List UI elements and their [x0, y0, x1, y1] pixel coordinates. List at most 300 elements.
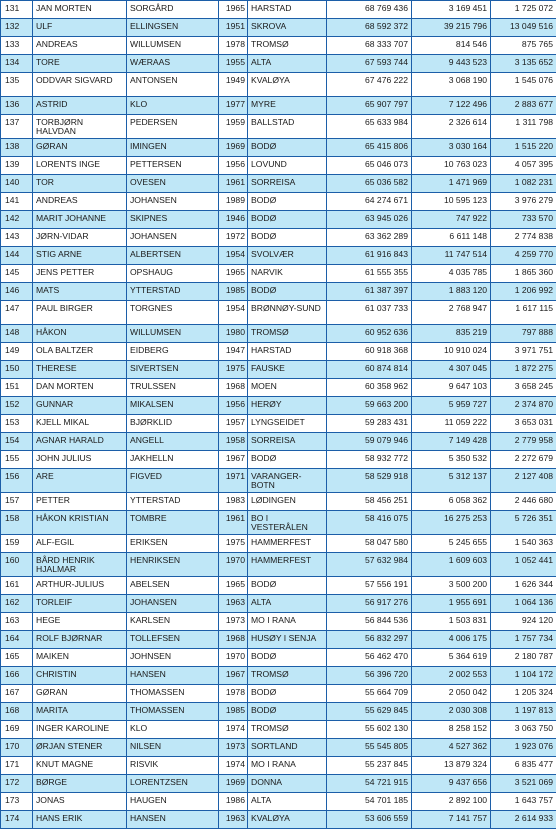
last-name-cell: KLO [127, 721, 219, 739]
first-name-cell: HÅKON [33, 325, 127, 343]
place-cell: BODØ [248, 577, 327, 595]
table-row [1, 721, 556, 739]
tax-cell: 2 374 870 [491, 397, 556, 415]
place-cell: BODØ [248, 229, 327, 247]
first-name-cell: GØRAN [33, 685, 127, 703]
wealth-cell: 60 874 814 [327, 361, 412, 379]
rank-cell: 171 [1, 757, 33, 775]
table-row [1, 19, 556, 37]
income-cell: 814 546 [412, 37, 491, 55]
place-cell: DONNA [248, 775, 327, 793]
table-row [1, 1, 556, 19]
last-name-cell: OVESEN [127, 175, 219, 193]
tax-cell: 1 052 441 [491, 553, 556, 577]
tax-cell: 1 872 275 [491, 361, 556, 379]
place-cell: HUSØY I SENJA [248, 631, 327, 649]
wealth-cell: 55 664 709 [327, 685, 412, 703]
first-name-cell: HÅKON KRISTIAN [33, 511, 127, 535]
birth-year-cell: 1974 [219, 757, 248, 775]
tax-cell: 1 545 076 [491, 73, 556, 97]
table-row [1, 325, 556, 343]
wealth-cell: 63 945 026 [327, 211, 412, 229]
wealth-cell: 56 844 536 [327, 613, 412, 631]
place-cell: FAUSKE [248, 361, 327, 379]
last-name-cell: EIDBERG [127, 343, 219, 361]
last-name-cell: KLO [127, 97, 219, 115]
place-cell: VARANGER-BOTN [248, 469, 327, 493]
last-name-cell: JOHANSEN [127, 193, 219, 211]
last-name-cell: TOMBRE [127, 511, 219, 535]
tax-cell: 1 865 360 [491, 265, 556, 283]
wealth-cell: 58 416 075 [327, 511, 412, 535]
tax-cell: 1 643 757 [491, 793, 556, 811]
birth-year-cell: 1970 [219, 553, 248, 577]
income-cell: 2 892 100 [412, 793, 491, 811]
wealth-cell: 68 592 372 [327, 19, 412, 37]
birth-year-cell: 1957 [219, 415, 248, 433]
income-cell: 10 763 023 [412, 157, 491, 175]
income-cell: 7 149 428 [412, 433, 491, 451]
first-name-cell: LORENTS INGE [33, 157, 127, 175]
rank-cell: 140 [1, 175, 33, 193]
last-name-cell: HANSEN [127, 667, 219, 685]
wealth-cell: 65 036 582 [327, 175, 412, 193]
birth-year-cell: 1973 [219, 613, 248, 631]
last-name-cell: TORGNES [127, 301, 219, 325]
first-name-cell: ANDREAS [33, 193, 127, 211]
wealth-cell: 55 629 845 [327, 703, 412, 721]
last-name-cell: JOHANSEN [127, 595, 219, 613]
birth-year-cell: 1965 [219, 1, 248, 19]
place-cell: BRØNNØY-SUND [248, 301, 327, 325]
first-name-cell: JOHN JULIUS [33, 451, 127, 469]
tax-cell: 3 976 279 [491, 193, 556, 211]
first-name-cell: MAIKEN [33, 649, 127, 667]
rank-cell: 134 [1, 55, 33, 73]
tax-cell: 4 259 770 [491, 247, 556, 265]
birth-year-cell: 1969 [219, 139, 248, 157]
table-row [1, 37, 556, 55]
table-row [1, 379, 556, 397]
first-name-cell: ROLF BJØRNAR [33, 631, 127, 649]
first-name-cell: ASTRID [33, 97, 127, 115]
tax-cell: 797 888 [491, 325, 556, 343]
rank-cell: 147 [1, 301, 33, 325]
rank-cell: 145 [1, 265, 33, 283]
rank-cell: 160 [1, 553, 33, 577]
birth-year-cell: 1954 [219, 247, 248, 265]
tax-cell: 6 835 477 [491, 757, 556, 775]
place-cell: TROMSØ [248, 37, 327, 55]
wealth-cell: 64 274 671 [327, 193, 412, 211]
income-cell: 1 471 969 [412, 175, 491, 193]
wealth-cell: 57 632 984 [327, 553, 412, 577]
first-name-cell: MARITA [33, 703, 127, 721]
income-cell: 11 747 514 [412, 247, 491, 265]
first-name-cell: ARE [33, 469, 127, 493]
tax-cell: 2 180 787 [491, 649, 556, 667]
last-name-cell: SKIPNES [127, 211, 219, 229]
rank-cell: 143 [1, 229, 33, 247]
table-row [1, 247, 556, 265]
birth-year-cell: 1978 [219, 685, 248, 703]
place-cell: HAMMERFEST [248, 535, 327, 553]
first-name-cell: DAN MORTEN [33, 379, 127, 397]
first-name-cell: KNUT MAGNE [33, 757, 127, 775]
table-row [1, 55, 556, 73]
place-cell: LOVUND [248, 157, 327, 175]
income-cell: 2 768 947 [412, 301, 491, 325]
birth-year-cell: 1986 [219, 793, 248, 811]
last-name-cell: LORENTZSEN [127, 775, 219, 793]
birth-year-cell: 1968 [219, 631, 248, 649]
birth-year-cell: 1974 [219, 721, 248, 739]
first-name-cell: ULF [33, 19, 127, 37]
table-row [1, 757, 556, 775]
first-name-cell: BØRGE [33, 775, 127, 793]
rank-cell: 173 [1, 793, 33, 811]
income-cell: 39 215 796 [412, 19, 491, 37]
table-row [1, 415, 556, 433]
first-name-cell: TORE [33, 55, 127, 73]
income-cell: 9 647 103 [412, 379, 491, 397]
income-cell: 7 141 757 [412, 811, 491, 829]
table-row [1, 667, 556, 685]
wealth-cell: 65 907 797 [327, 97, 412, 115]
birth-year-cell: 1985 [219, 703, 248, 721]
first-name-cell: BÅRD HENRIK HJALMAR [33, 553, 127, 577]
table-row [1, 265, 556, 283]
rank-cell: 138 [1, 139, 33, 157]
wealth-cell: 65 415 806 [327, 139, 412, 157]
place-cell: BODØ [248, 649, 327, 667]
wealth-cell: 56 917 276 [327, 595, 412, 613]
wealth-cell: 60 952 636 [327, 325, 412, 343]
place-cell: LYNGSEIDET [248, 415, 327, 433]
income-cell: 835 219 [412, 325, 491, 343]
tax-cell: 1 515 220 [491, 139, 556, 157]
birth-year-cell: 1967 [219, 451, 248, 469]
table-row [1, 139, 556, 157]
place-cell: MYRE [248, 97, 327, 115]
income-cell: 2 050 042 [412, 685, 491, 703]
birth-year-cell: 1958 [219, 433, 248, 451]
place-cell: SORREISA [248, 175, 327, 193]
last-name-cell: SIVERTSEN [127, 361, 219, 379]
birth-year-cell: 1954 [219, 301, 248, 325]
income-cell: 5 364 619 [412, 649, 491, 667]
birth-year-cell: 1965 [219, 265, 248, 283]
rank-cell: 155 [1, 451, 33, 469]
birth-year-cell: 1963 [219, 595, 248, 613]
wealth-cell: 55 545 805 [327, 739, 412, 757]
first-name-cell: HEGE [33, 613, 127, 631]
wealth-cell: 56 396 720 [327, 667, 412, 685]
place-cell: ALTA [248, 595, 327, 613]
wealth-cell: 68 333 707 [327, 37, 412, 55]
last-name-cell: PETTERSEN [127, 157, 219, 175]
first-name-cell: ØRJAN STENER [33, 739, 127, 757]
place-cell: BODØ [248, 283, 327, 301]
rank-cell: 133 [1, 37, 33, 55]
table-row [1, 157, 556, 175]
last-name-cell: ERIKSEN [127, 535, 219, 553]
tax-cell: 1 757 734 [491, 631, 556, 649]
rank-cell: 144 [1, 247, 33, 265]
wealth-cell: 67 593 744 [327, 55, 412, 73]
rank-cell: 146 [1, 283, 33, 301]
place-cell: SVOLVÆR [248, 247, 327, 265]
income-cell: 10 910 024 [412, 343, 491, 361]
rank-cell: 142 [1, 211, 33, 229]
wealth-cell: 53 606 559 [327, 811, 412, 829]
last-name-cell: HANSEN [127, 811, 219, 829]
wealth-cell: 58 932 772 [327, 451, 412, 469]
birth-year-cell: 1955 [219, 55, 248, 73]
tax-cell: 2 774 838 [491, 229, 556, 247]
rank-cell: 172 [1, 775, 33, 793]
income-cell: 2 002 553 [412, 667, 491, 685]
first-name-cell: KJELL MIKAL [33, 415, 127, 433]
birth-year-cell: 1965 [219, 577, 248, 595]
place-cell: HARSTAD [248, 343, 327, 361]
birth-year-cell: 1970 [219, 649, 248, 667]
income-cell: 16 275 253 [412, 511, 491, 535]
wealth-cell: 57 556 191 [327, 577, 412, 595]
last-name-cell: ALBERTSEN [127, 247, 219, 265]
place-cell: ALTA [248, 55, 327, 73]
place-cell: HAMMERFEST [248, 553, 327, 577]
last-name-cell: IMINGEN [127, 139, 219, 157]
first-name-cell: JØRN-VIDAR [33, 229, 127, 247]
income-cell: 9 443 523 [412, 55, 491, 73]
last-name-cell: SORGÅRD [127, 1, 219, 19]
first-name-cell: ALF-EGIL [33, 535, 127, 553]
birth-year-cell: 1961 [219, 511, 248, 535]
birth-year-cell: 1947 [219, 343, 248, 361]
first-name-cell: TORLEIF [33, 595, 127, 613]
wealth-cell: 55 237 845 [327, 757, 412, 775]
last-name-cell: KARLSEN [127, 613, 219, 631]
tax-cell: 3 135 652 [491, 55, 556, 73]
last-name-cell: JOHNSEN [127, 649, 219, 667]
place-cell: TROMSØ [248, 325, 327, 343]
income-cell: 747 922 [412, 211, 491, 229]
wealth-cell: 58 456 251 [327, 493, 412, 511]
rank-cell: 151 [1, 379, 33, 397]
wealth-cell: 58 047 580 [327, 535, 412, 553]
income-cell: 3 169 451 [412, 1, 491, 19]
last-name-cell: RISVIK [127, 757, 219, 775]
last-name-cell: WÆRAAS [127, 55, 219, 73]
income-cell: 10 595 123 [412, 193, 491, 211]
first-name-cell: ANDREAS [33, 37, 127, 55]
first-name-cell: CHRISTIN [33, 667, 127, 685]
tax-cell: 5 726 351 [491, 511, 556, 535]
table-row [1, 649, 556, 667]
income-cell: 4 035 785 [412, 265, 491, 283]
first-name-cell: PAUL BIRGER [33, 301, 127, 325]
table-row [1, 97, 556, 115]
rank-cell: 161 [1, 577, 33, 595]
income-cell: 9 437 656 [412, 775, 491, 793]
last-name-cell: THOMASSEN [127, 703, 219, 721]
first-name-cell: ARTHUR-JULIUS [33, 577, 127, 595]
birth-year-cell: 1989 [219, 193, 248, 211]
place-cell: BALLSTAD [248, 115, 327, 139]
rank-cell: 156 [1, 469, 33, 493]
birth-year-cell: 1985 [219, 283, 248, 301]
last-name-cell: ANGELL [127, 433, 219, 451]
place-cell: LØDINGEN [248, 493, 327, 511]
rank-cell: 139 [1, 157, 33, 175]
first-name-cell: AGNAR HARALD [33, 433, 127, 451]
place-cell: MO I RANA [248, 613, 327, 631]
tax-cell: 4 057 395 [491, 157, 556, 175]
last-name-cell: FIGVED [127, 469, 219, 493]
rank-cell: 132 [1, 19, 33, 37]
place-cell: BODØ [248, 139, 327, 157]
rank-cell: 166 [1, 667, 33, 685]
birth-year-cell: 1977 [219, 97, 248, 115]
rank-cell: 164 [1, 631, 33, 649]
last-name-cell: TOLLEFSEN [127, 631, 219, 649]
tax-cell: 733 570 [491, 211, 556, 229]
tax-cell: 1 311 798 [491, 115, 556, 139]
table-row [1, 631, 556, 649]
table-row [1, 775, 556, 793]
rank-cell: 136 [1, 97, 33, 115]
birth-year-cell: 1967 [219, 667, 248, 685]
rank-cell: 154 [1, 433, 33, 451]
tax-cell: 3 521 069 [491, 775, 556, 793]
last-name-cell: THOMASSEN [127, 685, 219, 703]
last-name-cell: JAKHELLN [127, 451, 219, 469]
last-name-cell: ABELSEN [127, 577, 219, 595]
rank-cell: 174 [1, 811, 33, 829]
table-row [1, 451, 556, 469]
rank-cell: 131 [1, 1, 33, 19]
table-row [1, 193, 556, 211]
tax-cell: 2 272 679 [491, 451, 556, 469]
income-cell: 3 030 164 [412, 139, 491, 157]
wealth-cell: 58 529 918 [327, 469, 412, 493]
birth-year-cell: 1973 [219, 739, 248, 757]
wealth-cell: 61 555 355 [327, 265, 412, 283]
wealth-cell: 55 602 130 [327, 721, 412, 739]
place-cell: TROMSØ [248, 667, 327, 685]
income-cell: 1 955 691 [412, 595, 491, 613]
first-name-cell: HANS ERIK [33, 811, 127, 829]
place-cell: HERØY [248, 397, 327, 415]
place-cell: KVALØYA [248, 811, 327, 829]
table-row [1, 553, 556, 577]
rank-cell: 159 [1, 535, 33, 553]
wealth-cell: 60 918 368 [327, 343, 412, 361]
rank-cell: 170 [1, 739, 33, 757]
tax-cell: 1 104 172 [491, 667, 556, 685]
tax-cell: 2 779 958 [491, 433, 556, 451]
wealth-cell: 65 046 073 [327, 157, 412, 175]
birth-year-cell: 1949 [219, 73, 248, 97]
income-cell: 5 312 137 [412, 469, 491, 493]
income-cell: 2 030 308 [412, 703, 491, 721]
first-name-cell: JAN MORTEN [33, 1, 127, 19]
tax-cell: 3 063 750 [491, 721, 556, 739]
table-row [1, 73, 556, 97]
place-cell: ALTA [248, 793, 327, 811]
table-row [1, 211, 556, 229]
tax-cell: 2 614 933 [491, 811, 556, 829]
tax-cell: 1 205 324 [491, 685, 556, 703]
last-name-cell: OPSHAUG [127, 265, 219, 283]
income-cell: 13 879 324 [412, 757, 491, 775]
rank-cell: 157 [1, 493, 33, 511]
place-cell: MO I RANA [248, 757, 327, 775]
table-row [1, 793, 556, 811]
wealth-cell: 61 387 397 [327, 283, 412, 301]
place-cell: BODØ [248, 451, 327, 469]
last-name-cell: YTTERSTAD [127, 283, 219, 301]
rank-cell: 168 [1, 703, 33, 721]
tax-cell: 1 617 115 [491, 301, 556, 325]
wealth-cell: 68 769 436 [327, 1, 412, 19]
rank-cell: 163 [1, 613, 33, 631]
tax-cell: 2 127 408 [491, 469, 556, 493]
birth-year-cell: 1980 [219, 325, 248, 343]
income-cell: 6 611 148 [412, 229, 491, 247]
table-row [1, 703, 556, 721]
tax-cell: 13 049 516 [491, 19, 556, 37]
table-row [1, 397, 556, 415]
birth-year-cell: 1951 [219, 19, 248, 37]
tax-cell: 875 765 [491, 37, 556, 55]
table-row [1, 343, 556, 361]
wealth-cell: 56 832 297 [327, 631, 412, 649]
income-cell: 7 122 496 [412, 97, 491, 115]
wealth-cell: 60 358 962 [327, 379, 412, 397]
table-row [1, 175, 556, 193]
wealth-cell: 67 476 222 [327, 73, 412, 97]
tax-cell: 2 446 680 [491, 493, 556, 511]
table-row [1, 613, 556, 631]
table-row [1, 301, 556, 325]
income-cell: 11 059 222 [412, 415, 491, 433]
income-cell: 4 527 362 [412, 739, 491, 757]
rank-cell: 153 [1, 415, 33, 433]
last-name-cell: ELLINGSEN [127, 19, 219, 37]
wealth-cell: 59 663 200 [327, 397, 412, 415]
tax-cell: 924 120 [491, 613, 556, 631]
last-name-cell: TRULSSEN [127, 379, 219, 397]
income-cell: 6 058 362 [412, 493, 491, 511]
rank-cell: 135 [1, 73, 33, 97]
last-name-cell: HAUGEN [127, 793, 219, 811]
table-row [1, 493, 556, 511]
wealth-cell: 56 462 470 [327, 649, 412, 667]
table-body [1, 1, 556, 829]
income-cell: 2 326 614 [412, 115, 491, 139]
rank-cell: 148 [1, 325, 33, 343]
table-row [1, 229, 556, 247]
wealth-cell: 61 916 843 [327, 247, 412, 265]
last-name-cell: PEDERSEN [127, 115, 219, 139]
last-name-cell: ANTONSEN [127, 73, 219, 97]
last-name-cell: NILSEN [127, 739, 219, 757]
first-name-cell: JONAS [33, 793, 127, 811]
last-name-cell: WILLUMSEN [127, 325, 219, 343]
table-row [1, 469, 556, 493]
